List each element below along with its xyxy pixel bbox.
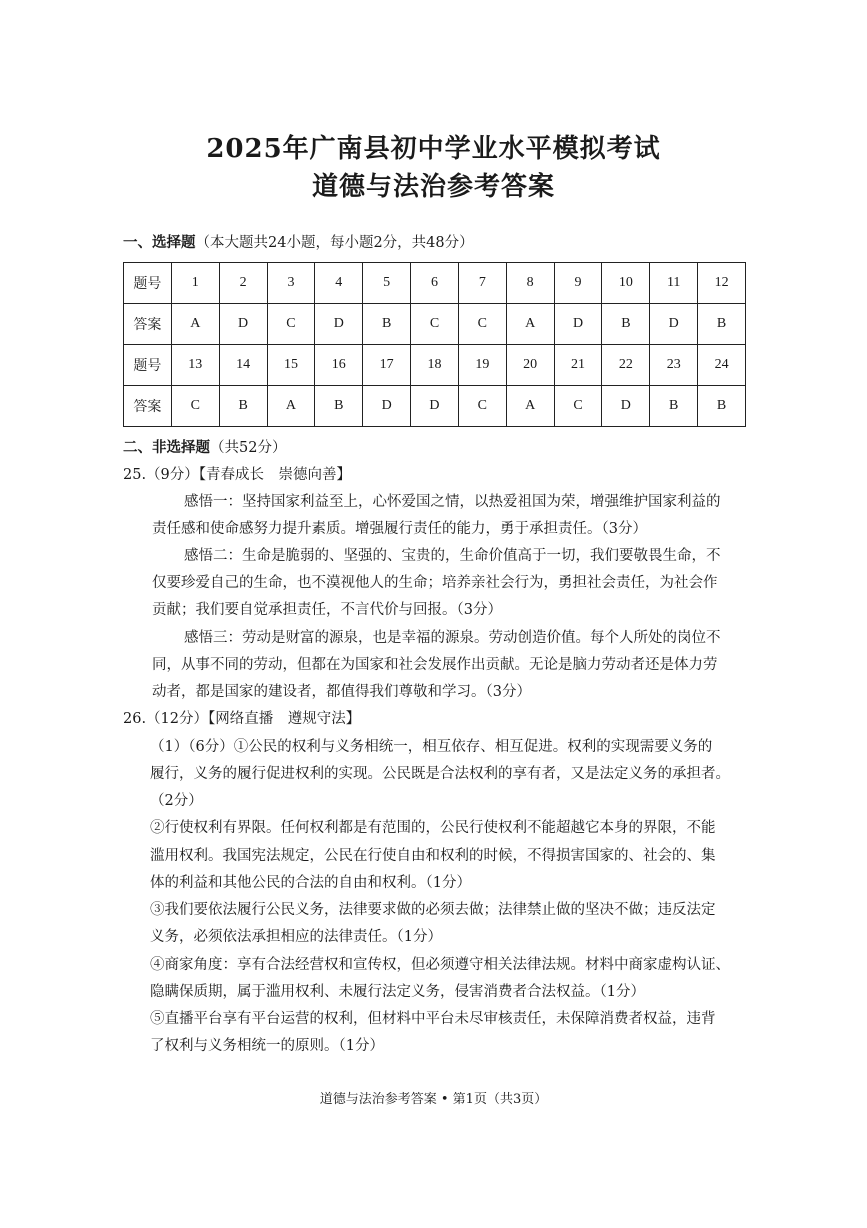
- q26-line: ③我们要依法履行公民义务，法律要求做的必须去做；法律禁止做的坚决不做；违反法定: [150, 902, 716, 918]
- question-number: 3: [267, 263, 315, 304]
- section2-heading: 二、非选择题: [123, 439, 210, 456]
- answer-cell: C: [458, 386, 506, 427]
- question-number: 14: [219, 345, 267, 386]
- answer-cell: A: [506, 304, 554, 345]
- q26-line: 履行，义务的履行促进权利的实现。公民既是合法权利的享有者，又是法定义务的承担者。: [150, 766, 730, 782]
- question-number: 24: [698, 345, 746, 386]
- answer-cell: B: [363, 304, 411, 345]
- question-number: 16: [315, 345, 363, 386]
- answer-cell: C: [411, 304, 459, 345]
- question-number: 23: [650, 345, 698, 386]
- question-number: 22: [602, 345, 650, 386]
- q26-line: （2分）: [150, 793, 203, 809]
- answer-cell: A: [171, 304, 219, 345]
- q25-line: 感悟一：坚持国家利益至上，心怀爱国之情，以热爱祖国为荣，增强维护国家利益的: [184, 494, 721, 510]
- choice-answer-table: [123, 262, 746, 427]
- q26-line: 隐瞒保质期，属于滥用权利、未履行法定义务，侵害消费者合法权益。（1分）: [150, 984, 645, 1000]
- q25-line: 责任感和使命感努力提升素质。增强履行责任的能力，勇于承担责任。（3分）: [152, 521, 647, 537]
- answer-cell: C: [554, 386, 602, 427]
- question-number: 1: [171, 263, 219, 304]
- table-row: [124, 386, 746, 427]
- page-footer: 道德与法治参考答案 • 第1页（共3页）: [319, 1092, 548, 1107]
- answer-cell: C: [171, 386, 219, 427]
- question-number: 6: [411, 263, 459, 304]
- q26-header: 26.（12分）【网络直播 遵规守法】: [123, 711, 361, 727]
- section1-heading: 一、选择题: [123, 234, 196, 251]
- answer-cell: D: [650, 304, 698, 345]
- section2-note: （共52分）: [210, 440, 287, 456]
- question-number: 10: [602, 263, 650, 304]
- exam-title: 2025年广南县初中学业水平模拟考试: [206, 134, 661, 164]
- question-number: 5: [363, 263, 411, 304]
- answer-cell: B: [219, 386, 267, 427]
- question-number: 4: [315, 263, 363, 304]
- table-row: [124, 304, 746, 345]
- answer-cell: B: [698, 304, 746, 345]
- question-number: 12: [698, 263, 746, 304]
- table-row: [124, 345, 746, 386]
- answer-cell: D: [554, 304, 602, 345]
- answer-cell: C: [267, 304, 315, 345]
- q25-line: 动者，都是国家的建设者，都值得我们尊敬和学习。（3分）: [152, 684, 531, 700]
- q26-line: ⑤直播平台享有平台运营的权利，但材料中平台未尽审核责任，未保障消费者权益，违背: [150, 1011, 716, 1027]
- answer-cell: A: [506, 386, 554, 427]
- question-number: 9: [554, 263, 602, 304]
- question-number: 18: [411, 345, 459, 386]
- question-number: 20: [506, 345, 554, 386]
- exam-subtitle: 道德与法治参考答案: [311, 172, 555, 202]
- answer-cell: D: [219, 304, 267, 345]
- question-number: 17: [363, 345, 411, 386]
- q26-line: 体的利益和其他公民的合法的自由和权利。（1分）: [150, 875, 471, 891]
- q25-line: 贡献；我们要自觉承担责任，不言代价与回报。（3分）: [152, 602, 502, 618]
- question-number-label: 题号: [124, 263, 172, 304]
- question-number: 21: [554, 345, 602, 386]
- question-number: 8: [506, 263, 554, 304]
- answer-cell: B: [698, 386, 746, 427]
- question-number: 2: [219, 263, 267, 304]
- q25-line: 同，从事不同的劳动，但都在为国家和社会发展作出贡献。无论是脑力劳动者还是体力劳: [152, 657, 718, 673]
- question-number-label: 题号: [124, 345, 172, 386]
- section1-heading-line: [123, 233, 474, 253]
- answer-cell: C: [458, 304, 506, 345]
- q26-line: ②行使权利有界限。任何权利都是有范围的，公民行使权利不能超越它本身的界限，不能: [150, 820, 716, 836]
- q26-line: （1）（6分）①公民的权利与义务相统一，相互依存、相互促进。权利的实现需要义务的: [150, 739, 713, 755]
- q26-line: 滥用权利。我国宪法规定，公民在行使自由和权利的时候，不得损害国家的、社会的、集: [150, 848, 716, 864]
- q26-line: 了权利与义务相统一的原则。（1分）: [150, 1038, 384, 1054]
- answer-cell: A: [267, 386, 315, 427]
- q25-header: 25.（9分）【青春成长 崇德向善】: [123, 467, 352, 483]
- question-number: 11: [650, 263, 698, 304]
- answer-cell: B: [315, 386, 363, 427]
- question-number: 7: [458, 263, 506, 304]
- answer-cell: D: [363, 386, 411, 427]
- answer-cell: D: [602, 386, 650, 427]
- section2-heading-line: [123, 438, 286, 458]
- question-number: 15: [267, 345, 315, 386]
- answer-cell: B: [650, 386, 698, 427]
- q25-line: 感悟二：生命是脆弱的、坚强的、宝贵的，生命价值高于一切，我们要敬畏生命，不: [184, 548, 721, 564]
- answer-label: 答案: [124, 386, 172, 427]
- q26-line: ④商家角度：享有合法经营权和宣传权，但必须遵守相关法律法规。材料中商家虚构认证、: [150, 957, 730, 973]
- answer-label: 答案: [124, 304, 172, 345]
- answer-cell: D: [411, 386, 459, 427]
- question-number: 13: [171, 345, 219, 386]
- section1-note: （本大题共24小题，每小题2分，共48分）: [195, 235, 474, 251]
- answer-cell: D: [315, 304, 363, 345]
- answer-cell: B: [602, 304, 650, 345]
- question-number: 19: [458, 345, 506, 386]
- q26-line: 义务，必须依法承担相应的法律责任。（1分）: [150, 929, 442, 945]
- table-row: [124, 263, 746, 304]
- q25-line: 感悟三：劳动是财富的源泉，也是幸福的源泉。劳动创造价值。每个人所处的岗位不: [184, 630, 721, 646]
- q25-line: 仅要珍爱自己的生命，也不漠视他人的生命；培养亲社会行为，勇担社会责任，为社会作: [152, 575, 718, 591]
